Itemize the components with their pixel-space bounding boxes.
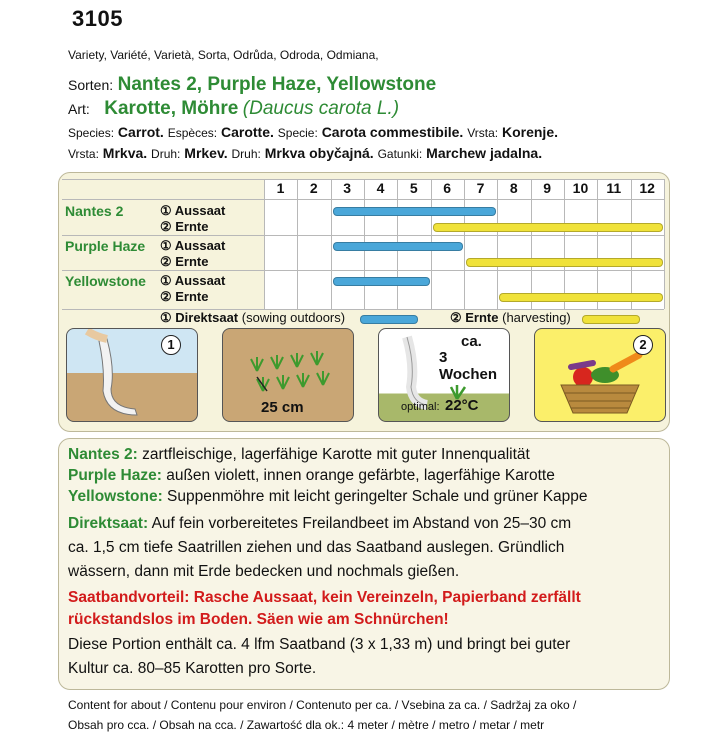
row-stage-harvest: ② Ernte bbox=[160, 289, 209, 304]
art-line bbox=[68, 98, 399, 120]
legend-sow-note: (sowing outdoors) bbox=[241, 310, 346, 325]
desc-direktsaat-line-1 bbox=[68, 515, 571, 533]
species-label: Espèces: bbox=[167, 126, 218, 140]
desc-direktsaat-line-2: ca. 1,5 cm tiefe Saatrillen ziehen und das Saatband auslegen. Gründlich bbox=[68, 539, 565, 556]
row-stage-sow: ① Aussaat bbox=[160, 203, 226, 218]
month-header: 1 bbox=[276, 180, 285, 196]
species-value: Mrkev. bbox=[184, 145, 228, 161]
species-label: Druh: bbox=[231, 147, 261, 161]
harvest-period-bar bbox=[433, 223, 663, 232]
illustration-germination-box bbox=[378, 328, 510, 422]
desc-portion-line-1: Diese Portion enthält ca. 4 lfm Saatband (3 x 1,33 m) und bringt bei guter bbox=[68, 636, 571, 653]
desc-vorteil-line-2: rückstandslos im Boden. Säen wie am Schnürchen! bbox=[68, 611, 449, 628]
month-header: 11 bbox=[606, 180, 622, 196]
species-value: Marchew jadalna. bbox=[426, 145, 543, 161]
desc-yellow-text: Suppenmöhre mit leicht geringelter Schale und grüner Kappe bbox=[162, 488, 588, 505]
desc-vorteil-line-1: Saatbandvorteil: Rasche Aussaat, kein Vereinzeln, Papierband zerfällt bbox=[68, 589, 581, 606]
optimal-label: optimal: bbox=[401, 401, 440, 413]
spacing-label: 25 cm bbox=[261, 399, 304, 416]
desc-nantes-text: zartfleischige, lagerfähige Karotte mit guter Innenqualität bbox=[137, 446, 530, 463]
art-latin: (Daucus carota L.) bbox=[242, 98, 400, 119]
species-label: Specie: bbox=[277, 126, 318, 140]
row-stage-sow: ① Aussaat bbox=[160, 238, 226, 253]
optimal-temp: 22°C bbox=[445, 397, 479, 414]
desc-yellow-label: Yellowstone: bbox=[68, 488, 163, 505]
desc-portion-line-2: Kultur ca. 80–85 Karotten pro Sorte. bbox=[68, 660, 317, 677]
desc-nantes bbox=[68, 446, 530, 464]
sow-period-bar bbox=[333, 277, 430, 286]
illustration-seed-tape-box bbox=[66, 328, 198, 422]
legend-harvest-label: ② Ernte bbox=[450, 310, 499, 325]
desc-direkt-label: Direktsaat: bbox=[68, 515, 149, 532]
desc-purple-label: Purple Haze: bbox=[68, 467, 162, 484]
species-line-1 bbox=[68, 124, 558, 140]
legend-sow bbox=[160, 310, 345, 326]
month-header: 12 bbox=[639, 180, 655, 196]
row-name-nantes: Nantes 2 bbox=[65, 203, 124, 219]
harvest-period-bar bbox=[499, 293, 663, 302]
legend-sow-label: ① Direktsaat bbox=[160, 310, 239, 325]
row-name-yellowstone: Yellowstone bbox=[65, 273, 146, 289]
weeks-ca: ca. bbox=[461, 333, 482, 350]
harvest-period-bar bbox=[466, 258, 663, 267]
species-value: Carota commestibile. bbox=[321, 124, 464, 140]
weeks-label: 3 Wochen bbox=[439, 349, 498, 383]
month-header: 10 bbox=[572, 180, 589, 196]
sorten-value: Nantes 2, Purple Haze, Yellowstone bbox=[117, 74, 437, 95]
grid-hline bbox=[62, 309, 664, 310]
grid-hline bbox=[62, 270, 664, 271]
species-label: Species: bbox=[68, 126, 115, 140]
variety-label: Variety, Variété, Varietà, Sorta, Odrůda, Odroda, Odmiana, bbox=[68, 48, 379, 62]
grid-hline bbox=[62, 235, 664, 236]
step-two-badge: 2 bbox=[633, 335, 653, 355]
legend-harvest-note: (harvesting) bbox=[502, 310, 571, 325]
month-header: 5 bbox=[409, 180, 418, 196]
sorten-line bbox=[68, 74, 436, 96]
month-header: 3 bbox=[343, 180, 352, 196]
legend-harvest bbox=[450, 310, 571, 326]
illustration-harvest-box bbox=[534, 328, 666, 422]
desc-nantes-label: Nantes 2: bbox=[68, 446, 138, 463]
species-label: Vrsta: bbox=[467, 126, 499, 140]
row-name-purple-haze: Purple Haze bbox=[65, 238, 146, 254]
legend-harvest-swatch bbox=[582, 315, 640, 324]
row-stage-sow: ① Aussaat bbox=[160, 273, 226, 288]
art-label: Art: bbox=[68, 101, 90, 117]
desc-direkt-text: Auf fein vorbereitetes Freilandbeet im Abstand von 25–30 cm bbox=[148, 515, 572, 532]
month-header: 8 bbox=[509, 180, 518, 196]
sow-period-bar bbox=[333, 242, 463, 251]
product-code: 3105 bbox=[72, 6, 123, 31]
desc-purple-haze bbox=[68, 467, 555, 485]
species-value: Carotte. bbox=[220, 124, 274, 140]
grid-hline bbox=[62, 199, 664, 200]
month-header: 9 bbox=[543, 180, 552, 196]
sorten-label: Sorten: bbox=[68, 77, 114, 93]
species-value: Mrkva. bbox=[102, 145, 148, 161]
row-stage-harvest: ② Ernte bbox=[160, 219, 209, 234]
sow-period-bar bbox=[333, 207, 497, 216]
footer-content-line-1: Content for about / Contenu pour environ / Contenuto per ca. / Vsebina za ca. / Sadržaj za oko / bbox=[68, 698, 577, 712]
species-label: Vrsta: bbox=[68, 147, 99, 161]
desc-direktsaat-line-3: wässern, dann mit Erde bedecken und nochmals gießen. bbox=[68, 563, 460, 580]
month-header: 4 bbox=[376, 180, 385, 196]
species-value: Korenje. bbox=[501, 124, 558, 140]
desc-yellowstone bbox=[68, 488, 588, 506]
month-header: 2 bbox=[309, 180, 318, 196]
species-value: Mrkva obyčajná. bbox=[264, 145, 374, 161]
species-label: Gatunki: bbox=[377, 147, 423, 161]
legend-sow-swatch bbox=[360, 315, 418, 324]
row-stage-harvest: ② Ernte bbox=[160, 254, 209, 269]
species-value: Carrot. bbox=[117, 124, 164, 140]
month-header: 7 bbox=[476, 180, 485, 196]
step-one-badge: 1 bbox=[161, 335, 181, 355]
month-header: 6 bbox=[443, 180, 452, 196]
grid-vline bbox=[664, 179, 665, 309]
footer-content-line-2: Obsah pro cca. / Obsah na cca. / Zawartość dla ok.: 4 meter / mètre / metro / metar / metr bbox=[68, 718, 545, 732]
desc-purple-text: außen violett, innen orange gefärbte, lagerfähige Karotte bbox=[161, 467, 555, 484]
species-line-2 bbox=[68, 145, 542, 161]
illustration-spacing-box bbox=[222, 328, 354, 422]
species-label: Druh: bbox=[151, 147, 181, 161]
art-value: Karotte, Möhre bbox=[104, 98, 239, 119]
